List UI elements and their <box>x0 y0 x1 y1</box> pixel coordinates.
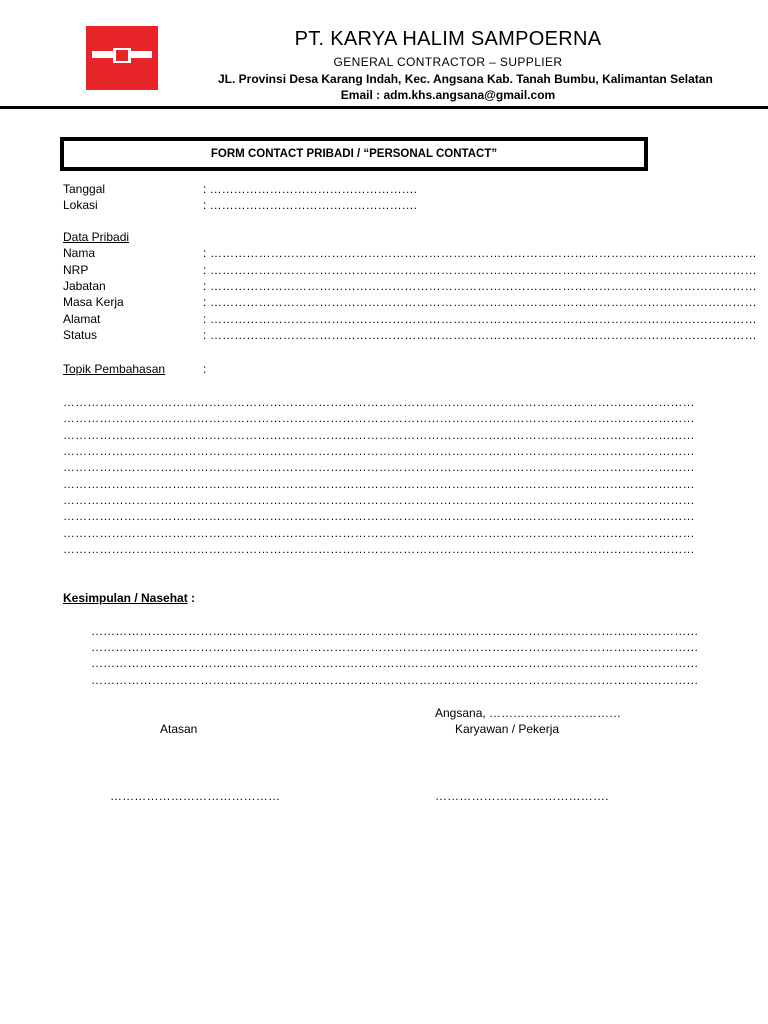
personal-data-heading: Data Pribadi <box>63 230 130 244</box>
company-subtitle: GENERAL CONTRACTOR – SUPPLIER <box>333 55 563 69</box>
company-name: PT. KARYA HALIM SAMPOERNA <box>294 28 602 50</box>
conclusion-line[interactable]: …………………………………………………………………………………………………………………………………… <box>91 640 699 654</box>
company-email: Email : adm.khs.angsana@gmail.com <box>340 88 556 102</box>
form-title: FORM CONTACT PRIBADI / “PERSONAL CONTACT” <box>210 148 498 160</box>
topic-line[interactable]: ………………………………………………………………………………………………………………………………………… <box>63 509 695 523</box>
topic-line[interactable]: ………………………………………………………………………………………………………………………………………… <box>63 493 695 507</box>
topic-line[interactable]: ………………………………………………………………………………………………………………………………………… <box>63 542 695 556</box>
header-divider <box>0 106 768 109</box>
place-date[interactable]: Angsana, …………………………… <box>435 706 622 720</box>
field-value-jabatan[interactable]: : ……………………………………………………………………………………………………………………… <box>203 279 757 293</box>
company-address: JL. Provinsi Desa Karang Indah, Kec. Angsana Kab. Tanah Bumbu, Kalimantan Selatan <box>218 72 713 86</box>
conclusion-line[interactable]: …………………………………………………………………………………………………………………………………… <box>91 656 699 670</box>
conclusion-line[interactable]: …………………………………………………………………………………………………………………………………… <box>91 673 699 687</box>
conclusion-line[interactable]: …………………………………………………………………………………………………………………………………… <box>91 624 699 638</box>
field-label-tanggal: Tanggal <box>63 182 106 196</box>
topic-line[interactable]: ………………………………………………………………………………………………………………………………………… <box>63 395 695 409</box>
conclusion-colon: : <box>187 591 196 605</box>
signature-role-supervisor: Atasan <box>160 722 198 736</box>
field-value-lokasi[interactable]: : ……………………………………………. <box>203 198 418 212</box>
company-logo-mark <box>86 26 158 90</box>
topic-colon: : <box>203 362 207 376</box>
field-value-alamat[interactable]: : ……………………………………………………………………………………………………………………… <box>203 312 757 326</box>
signature-line-supervisor[interactable]: …………………………………… <box>110 789 281 803</box>
company-logo <box>86 26 158 90</box>
field-value-tanggal[interactable]: : ……………………………………………. <box>203 182 418 196</box>
topic-line[interactable]: ………………………………………………………………………………………………………………………………………… <box>63 444 695 458</box>
topic-line[interactable]: ………………………………………………………………………………………………………………………………………… <box>63 460 695 474</box>
field-value-nama[interactable]: : ……………………………………………………………………………………………………………………… <box>203 246 757 260</box>
topic-line[interactable]: ………………………………………………………………………………………………………………………………………… <box>63 526 695 540</box>
topic-line[interactable]: ………………………………………………………………………………………………………………………………………… <box>63 428 695 442</box>
topic-line[interactable]: ………………………………………………………………………………………………………………………………………… <box>63 477 695 491</box>
field-value-nrp[interactable]: : ……………………………………………………………………………………………………………………… <box>203 263 757 277</box>
signature-line-employee[interactable]: ……………………………………. <box>435 789 609 803</box>
field-value-masa-kerja[interactable]: : ……………………………………………………………………………………………………………………… <box>203 295 757 309</box>
conclusion-heading: Kesimpulan / Nasehat <box>63 591 188 605</box>
topic-line[interactable]: ………………………………………………………………………………………………………………………………………… <box>63 411 695 425</box>
field-label-status: Status <box>63 328 98 342</box>
field-label-nrp: NRP <box>63 263 89 277</box>
field-label-jabatan: Jabatan <box>63 279 106 293</box>
field-value-status[interactable]: : ……………………………………………………………………………………………………………………… <box>203 328 757 342</box>
conclusion-heading-row <box>63 591 195 605</box>
topic-heading: Topik Pembahasan <box>63 362 166 376</box>
signature-role-employee: Karyawan / Pekerja <box>455 722 560 736</box>
field-label-alamat: Alamat <box>63 312 101 326</box>
field-label-masa-kerja: Masa Kerja <box>63 295 124 309</box>
form-title-box <box>60 137 648 171</box>
field-label-nama: Nama <box>63 246 96 260</box>
field-label-lokasi: Lokasi <box>63 198 98 212</box>
